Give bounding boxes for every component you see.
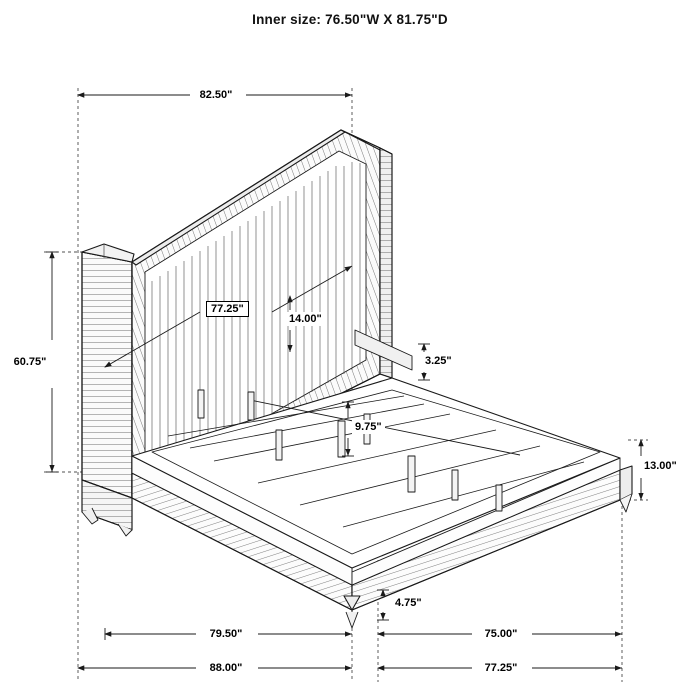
dimension-label-bed-width-right: 75.00": [482, 627, 521, 641]
bed-illustration: [82, 130, 632, 628]
dimension-label-headboard-overall-height: 60.75": [11, 355, 50, 369]
dimension-label-foot-leg-height: 4.75": [392, 596, 425, 610]
dimension-label-panel-to-rail: 14.00": [286, 312, 325, 326]
dimension-label-side-rail-thickness: 3.25": [422, 354, 455, 368]
dimension-label-headboard-width: 82.50": [197, 88, 236, 102]
dimension-label-overall-width: 77.25": [482, 661, 521, 675]
dimension-label-footboard-height: 13.00": [641, 459, 680, 473]
dimension-label-overall-depth: 88.00": [207, 661, 246, 675]
dimension-label-bed-depth-left: 79.50": [207, 627, 246, 641]
dimension-label-headboard-inner-panel-width: 77.25": [206, 301, 249, 317]
dimension-label-slat-support-height: 9.75": [352, 420, 385, 434]
page-title: Inner size: 76.50"W X 81.75"D: [252, 12, 448, 27]
